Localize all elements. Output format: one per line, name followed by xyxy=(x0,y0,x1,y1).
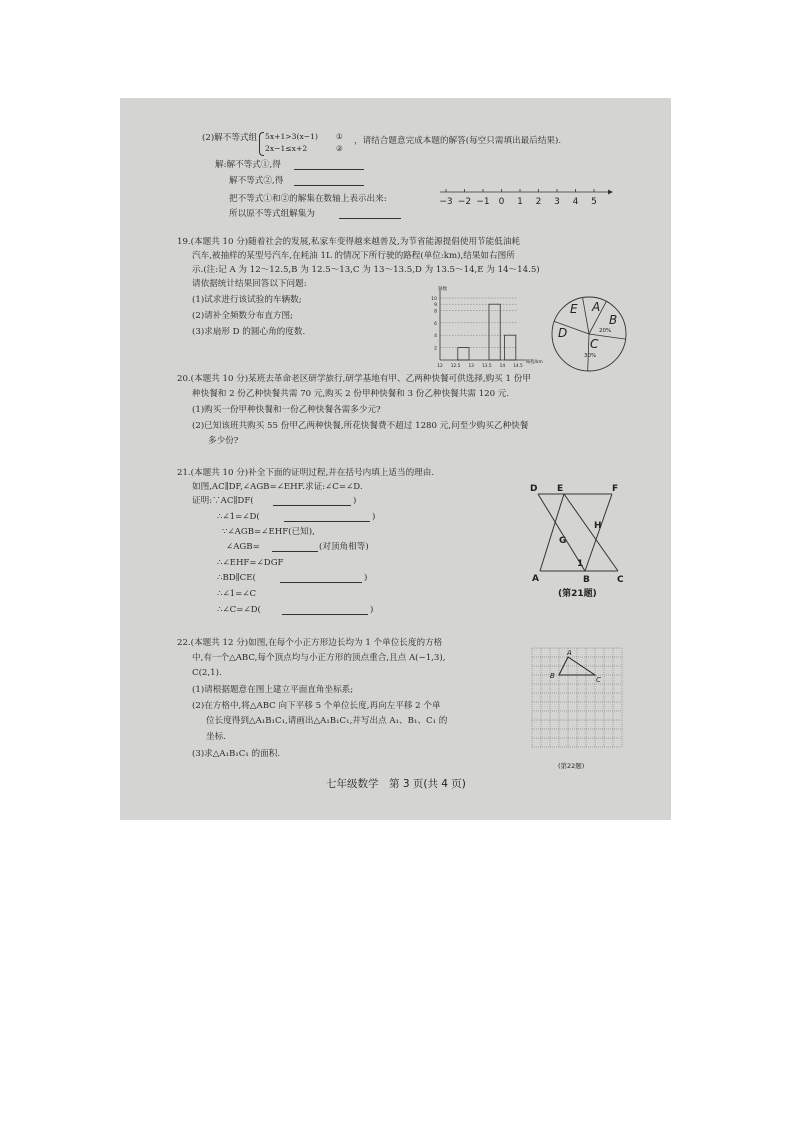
numberline-tick-label: 0 xyxy=(498,197,505,207)
number-line xyxy=(438,186,613,210)
q18-instruction: ，请结合题意完成本题的解答(每空只需填出最后结果). xyxy=(354,136,562,146)
figure-21-caption: (第21题) xyxy=(558,589,597,599)
pie-label-d: D xyxy=(558,326,568,340)
q22-line-3: C(2,1). xyxy=(192,668,222,678)
q19-intro-2: 汽车,被抽样的某型号汽车,在耗油 1L 的情况下所行驶的路程(单位:km),结果如右图所 xyxy=(192,251,515,261)
figure-point-label: G xyxy=(559,536,567,546)
q20-sub-1: (1)购买一份甲种快餐和一份乙种快餐各需多少元? xyxy=(192,405,381,415)
y-axis-label: 频数 xyxy=(438,287,447,292)
close-paren: ) xyxy=(364,573,368,583)
y-tick-label: 4 xyxy=(434,334,437,340)
q18-solve2: 解不等式②,得 xyxy=(229,176,284,186)
figure-22-grid xyxy=(528,640,628,770)
reason-blank[interactable] xyxy=(280,573,362,583)
frequency-histogram xyxy=(426,284,543,374)
x-axis-label: 路程/km xyxy=(526,360,543,365)
q20-line-1: 20.(本题共 10 分)某班去革命老区研学旅行,研学基地有甲、乙两种快餐可供选择,购买 1 份甲 xyxy=(177,374,531,384)
q22-line-2: 中,有一个△ABC,每个顶点均与小正方形的顶点重合,且点 A(−1,3), xyxy=(192,653,446,663)
q21-line-2: 如图,AC∥DF,∠AGB=∠EHF.求证:∠C=∠D. xyxy=(192,482,363,492)
proof-step-4a: ∠AGB= xyxy=(226,542,260,552)
pie-slice-divider xyxy=(583,298,589,334)
numberline-tick-label: −1 xyxy=(476,197,490,207)
pie-label-c: C xyxy=(590,337,599,351)
ineq1: 5x+1>3(x−1) xyxy=(265,132,318,141)
y-tick-label: 6 xyxy=(434,321,437,327)
q18-solve1: 解:解不等式①,得 xyxy=(215,160,281,170)
point-b-label: B xyxy=(550,672,555,680)
numberline-tick-label: 2 xyxy=(535,197,542,207)
numberline-tick-label: 3 xyxy=(554,197,560,207)
q22-sub-2c: 坐标. xyxy=(206,732,226,742)
x-tick-label: 14 xyxy=(499,364,506,369)
q22-sub-2b: 位长度得到△A₁B₁C₁,请画出△A₁B₁C₁,并写出点 A₁、B₁、C₁ 的 xyxy=(206,716,448,726)
point-c-label: C xyxy=(596,676,601,684)
numberline-tick-label: 4 xyxy=(572,197,579,207)
close-paren: ) xyxy=(370,605,374,615)
scanned-page xyxy=(120,98,671,820)
answer-blank[interactable] xyxy=(294,176,364,186)
y-tick-label: 2 xyxy=(434,346,437,352)
proof-step-6: ∴BD∥CE( xyxy=(217,573,256,583)
proof-step-1: 证明:∵AC∥DF( xyxy=(192,496,254,506)
q19-sub-1: (1)试求进行该试验的车辆数; xyxy=(192,295,302,305)
proof-step-8: ∴∠C=∠D( xyxy=(217,605,261,615)
figure-point-label: C xyxy=(617,575,624,585)
q19-intro-1: 19.(本题共 10 分)随着社会的发展,私家车变得越来越普及,为节省能源提倡使用节能低油耗 xyxy=(177,237,521,247)
q22-line-1: 22.(本题共 12 分)如图,在每个小正方形边长均为 1 个单位长度的方格 xyxy=(177,638,443,648)
q19-intro-4: 请依据统计结果回答以下问题: xyxy=(192,279,307,289)
y-tick-label: 10 xyxy=(431,297,437,302)
q21-line-1: 21.(本题共 10 分)补全下面的证明过程,并在括号内填上适当的理由. xyxy=(177,468,435,478)
answer-blank[interactable] xyxy=(339,209,401,219)
proof-step-4b: (对顶角相等) xyxy=(319,542,369,552)
ineq1-number: ① xyxy=(336,132,343,141)
sector-pie-chart xyxy=(546,294,634,374)
y-tick-label: 9 xyxy=(434,303,437,309)
q22-sub-3: (3)求△A₁B₁C₁ 的面积. xyxy=(192,749,281,759)
figure-point-label: 1 xyxy=(577,559,584,569)
q20-line-2: 种快餐和 2 份乙种快餐共需 70 元,购买 2 份甲种快餐和 3 份乙种快餐共需 120 元. xyxy=(192,389,510,399)
x-tick-label: 13.5 xyxy=(482,364,492,369)
system-brace xyxy=(259,132,264,156)
q20-sub-2b: 多少份? xyxy=(208,436,239,446)
proof-step-7: ∴∠1=∠C xyxy=(217,589,257,599)
reason-blank[interactable] xyxy=(284,512,370,522)
q18-part2-prefix: (2)解不等式组 xyxy=(202,133,258,143)
ineq2-number: ② xyxy=(336,144,343,153)
figure-point-label: A xyxy=(532,574,539,584)
point-a-label: A xyxy=(567,649,572,657)
numberline-tick-label: 1 xyxy=(517,197,523,207)
figure-point-label: F xyxy=(612,484,619,494)
histogram-bar xyxy=(489,304,500,360)
answer-blank[interactable] xyxy=(272,542,318,552)
q19-sub-3: (3)求扇形 D 的圆心角的度数. xyxy=(192,327,306,337)
figure-line xyxy=(585,494,612,571)
page-footer: 七年级数学 第 3 页(共 4 页) xyxy=(326,778,466,790)
x-tick-label: 13 xyxy=(468,364,474,369)
pie-label-e: E xyxy=(570,302,578,316)
q22-sub-2a: (2)在方格中,将△ABC 向下平移 5 个单位长度,再向左平移 2 个单 xyxy=(192,701,441,711)
q20-sub-2a: (2)已知该班共购买 55 份甲乙两种快餐,所花快餐费不超过 1280 元,问至少购买乙种快餐 xyxy=(192,421,529,431)
pie-percent-b: 20% xyxy=(599,328,612,334)
q19-intro-3: 示.(注:记 A 为 12～12.5,B 为 12.5～13,C 为 13～13.5,D 为 13.5～14,E 为 14～14.5) xyxy=(192,265,540,275)
histogram-bar xyxy=(458,348,469,360)
q19-sub-2: (2)请补全频数分布直方图; xyxy=(192,311,294,321)
ineq2: 2x−1≤x+2 xyxy=(265,144,308,153)
x-tick-label: 14.5 xyxy=(513,364,523,369)
pie-label-b: B xyxy=(609,313,618,327)
numberline-tick-label: −3 xyxy=(439,197,453,207)
proof-step-5: ∴∠EHF=∠DGF xyxy=(217,558,284,568)
figure-line xyxy=(540,494,567,571)
reason-blank[interactable] xyxy=(282,605,368,615)
answer-blank[interactable] xyxy=(294,160,364,170)
q18-solution-text: 所以原不等式组解集为 xyxy=(229,209,315,219)
figure-22-caption: (第22题) xyxy=(558,762,585,770)
pie-label-a: A xyxy=(592,300,601,314)
figure-line xyxy=(564,494,618,571)
proof-step-3: ∵∠AGB=∠EHF(已知), xyxy=(222,527,315,537)
x-tick-label: 12 xyxy=(437,364,443,369)
figure-point-label: B xyxy=(583,575,590,585)
proof-step-2: ∴∠1=∠D( xyxy=(217,512,260,522)
figure-21 xyxy=(530,486,640,598)
numberline-tick-label: 5 xyxy=(591,197,597,207)
close-paren: ) xyxy=(353,496,357,506)
x-tick-label: 12.5 xyxy=(450,364,461,369)
figure-point-label: E xyxy=(557,484,564,494)
numberline-tick-label: −2 xyxy=(457,197,472,207)
close-paren: ) xyxy=(372,512,376,522)
y-tick-label: 8 xyxy=(434,309,437,315)
pie-percent-c: 30% xyxy=(584,353,597,359)
figure-point-label: H xyxy=(594,521,602,531)
q22-sub-1: (1)请根据题意在图上建立平面直角坐标系; xyxy=(192,685,354,695)
figure-point-label: D xyxy=(530,484,538,494)
q18-numberline-text: 把不等式①和②的解集在数轴上表示出来: xyxy=(229,194,387,204)
reason-blank[interactable] xyxy=(273,496,351,506)
